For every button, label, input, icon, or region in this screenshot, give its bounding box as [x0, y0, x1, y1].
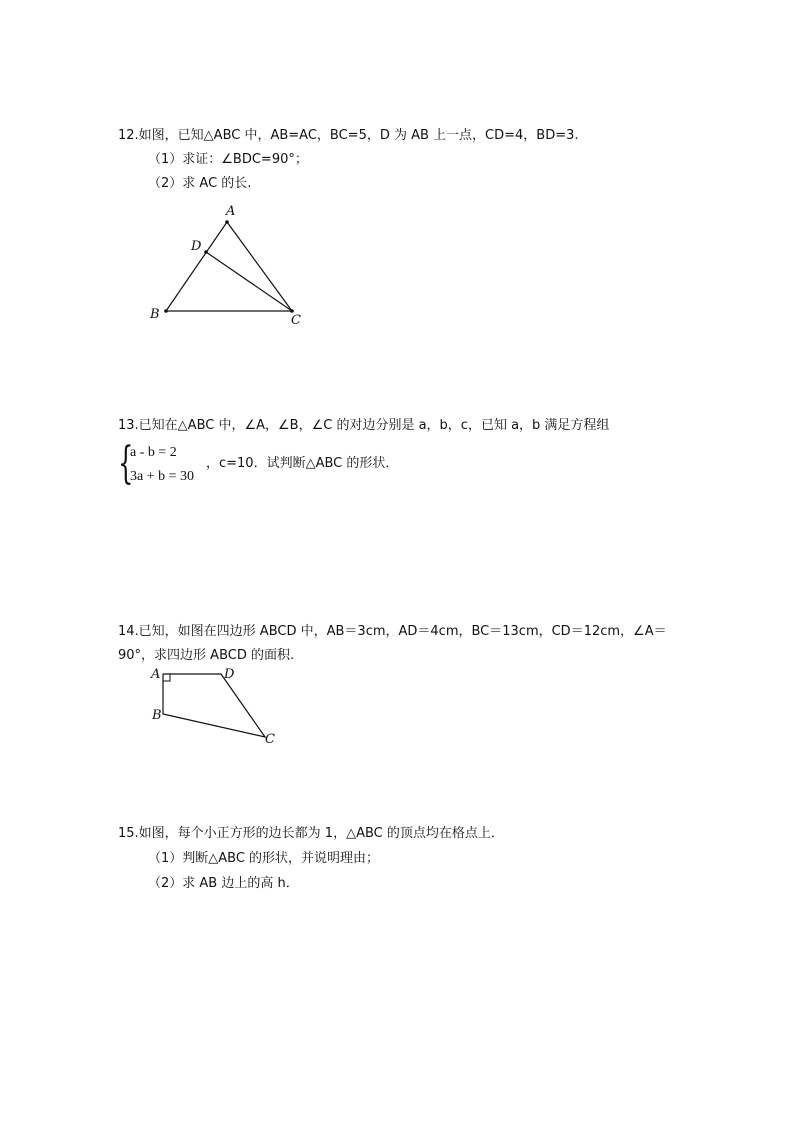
- label-c: C: [291, 313, 301, 328]
- q15-part2: （2）求 AB 边上的高 h．: [148, 876, 299, 891]
- label-c: C: [265, 732, 275, 747]
- q12-triangle-figure: [140, 200, 310, 332]
- q12-part1: （1）求证：∠BDC=90°；: [148, 152, 308, 167]
- q13-equation-2: 3a + b = 30: [130, 469, 195, 484]
- label-a: A: [151, 667, 161, 682]
- q13-stem: 13.已知在△ABC 中，∠A，∠B，∠C 的对边分别是 a，b，c，已知 a，b 满足方程组: [118, 418, 610, 433]
- q13-equation-1: a - b = 2: [130, 445, 177, 460]
- segment-ba: [166, 222, 227, 311]
- label-d: D: [191, 239, 202, 254]
- point-b: [164, 309, 168, 313]
- q14-stem-line2: 90°，求四边形 ABCD 的面积.: [118, 648, 295, 663]
- right-angle-mark: [163, 674, 170, 681]
- left-brace: {: [118, 438, 134, 489]
- segment-dc: [206, 252, 292, 311]
- quadrilateral-abcd: [163, 674, 265, 737]
- label-a: A: [226, 204, 236, 219]
- label-b: B: [152, 708, 162, 723]
- q12-part2: （2）求 AC 的长.: [148, 176, 252, 191]
- q14-stem-line1: 14.已知，如图在四边形 ABCD 中，AB＝3cm，AD＝4cm，BC＝13cm，CD＝12cm，∠A＝: [118, 624, 667, 639]
- point-d: [204, 250, 208, 254]
- label-b: B: [150, 307, 160, 322]
- q15-stem: 15.如图，每个小正方形的边长都为 1，△ABC 的顶点均在格点上．: [118, 826, 504, 841]
- q12-stem: 12.如图，已知△ABC 中，AB=AC，BC=5，D 为 AB 上一点，CD=4，BD=3.: [118, 128, 579, 143]
- q14-quadrilateral-figure: [145, 664, 285, 750]
- q15-part1: （1）判断△ABC 的形状，并说明理由；: [148, 851, 380, 866]
- label-d: D: [224, 667, 235, 682]
- segment-ac: [227, 222, 292, 311]
- q13-equation-system: [118, 438, 208, 489]
- q13-tail: ，c=10．试判断△ABC 的形状．: [206, 456, 399, 471]
- point-a: [225, 220, 229, 224]
